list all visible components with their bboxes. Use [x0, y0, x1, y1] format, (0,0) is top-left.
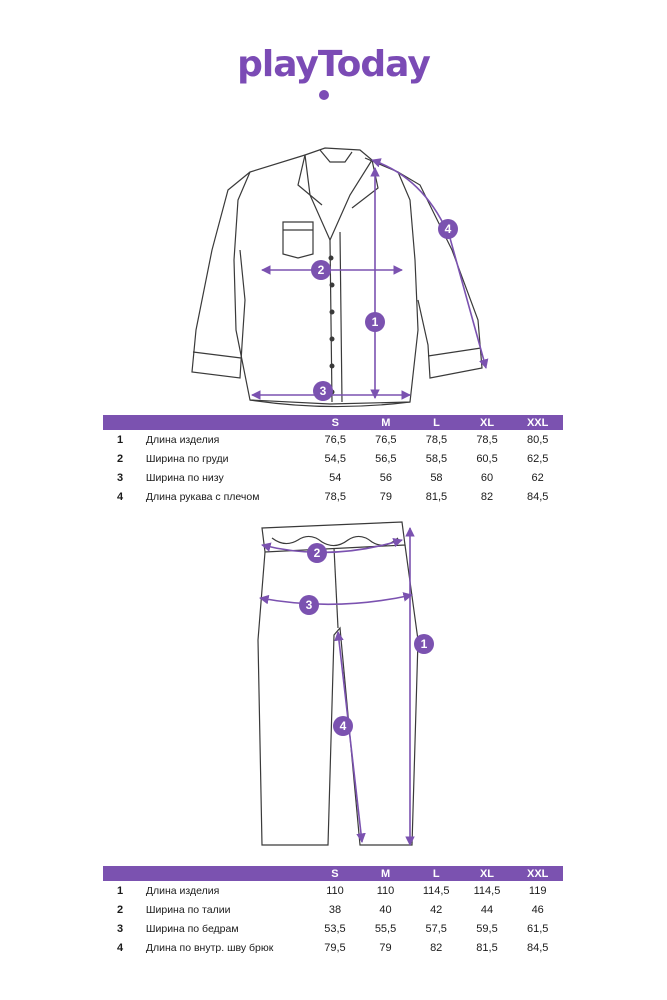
shirt-marker-2 — [311, 260, 331, 280]
size-value: 110 — [376, 884, 395, 897]
size-value: 55,5 — [374, 922, 397, 935]
pants-marker-3 — [299, 595, 319, 615]
measure-name: Ширина по талии — [145, 903, 231, 916]
pants-drawing — [258, 522, 418, 845]
size-value: 54,5 — [324, 452, 346, 465]
table-row — [103, 430, 563, 449]
shirt-marker-3 — [313, 381, 333, 401]
pants-marker-1 — [414, 634, 434, 654]
size-value: 61,5 — [526, 922, 549, 935]
size-value: 38 — [328, 903, 342, 916]
size-value: 79,5 — [324, 941, 346, 954]
size-value: 79 — [379, 941, 392, 954]
size-header: XXL — [526, 416, 549, 429]
size-value: 56,5 — [375, 452, 397, 465]
size-header: XL — [480, 416, 495, 429]
size-value: 46 — [531, 903, 544, 916]
measure-name: Ширина по груди — [145, 452, 229, 465]
size-value: 114,5 — [473, 884, 501, 897]
measure-name: Длина изделия — [145, 884, 220, 897]
row-number: 3 — [117, 922, 124, 935]
row-number: 2 — [117, 452, 124, 465]
size-header: M — [381, 416, 391, 429]
pants-measure-lines — [260, 528, 412, 845]
size-header: S — [331, 416, 339, 429]
size-value: 56 — [379, 471, 392, 484]
size-header: M — [380, 867, 391, 880]
table-row — [103, 938, 563, 957]
size-value: 54 — [329, 471, 342, 484]
row-number: 3 — [117, 471, 124, 484]
size-value: 58 — [430, 471, 443, 484]
size-value: 62,5 — [526, 452, 549, 465]
svg-text:2: 2 — [313, 546, 321, 560]
size-value: 78,5 — [425, 433, 448, 446]
row-number: 1 — [117, 433, 124, 446]
size-header: L — [432, 867, 440, 880]
size-value: 42 — [430, 903, 443, 916]
svg-text:4: 4 — [444, 222, 452, 236]
size-value: 82 — [480, 490, 494, 503]
pants-size-table — [103, 866, 563, 957]
size-header: XL — [479, 867, 495, 880]
size-value: 119 — [528, 884, 547, 897]
size-value: 76,5 — [324, 433, 346, 446]
row-number: 1 — [117, 884, 124, 897]
size-value: 81,5 — [425, 490, 448, 503]
table-row — [103, 468, 563, 487]
size-value: 59,5 — [476, 922, 498, 935]
size-value: 80,5 — [526, 433, 549, 446]
size-value: 58,5 — [425, 452, 448, 465]
measure-name: Длина по внутр. шву брюк — [145, 941, 274, 954]
shirt-measure-lines — [252, 160, 486, 398]
measure-name: Длина рукава с плечом — [145, 490, 260, 503]
row-number: 4 — [117, 490, 124, 503]
svg-text:3: 3 — [305, 598, 313, 612]
svg-text:4: 4 — [339, 719, 347, 733]
size-value: 62 — [531, 471, 544, 484]
size-value: 44 — [480, 903, 494, 916]
size-value: 82 — [430, 941, 443, 954]
size-value: 110 — [326, 884, 344, 897]
size-header: XXL — [526, 867, 549, 880]
measure-name: Ширина по низу — [145, 471, 224, 484]
size-value: 114,5 — [422, 884, 450, 897]
svg-text:1: 1 — [371, 315, 379, 329]
svg-text:2: 2 — [317, 263, 325, 277]
shirt-marker-4 — [438, 219, 458, 239]
size-value: 81,5 — [476, 941, 498, 954]
table-row — [103, 919, 563, 938]
pants-marker-4 — [333, 716, 353, 736]
size-value: 78,5 — [324, 490, 346, 503]
measure-name: Ширина по бедрам — [145, 922, 239, 935]
size-header: L — [433, 416, 440, 429]
svg-text:1: 1 — [420, 637, 428, 651]
size-value: 40 — [379, 903, 392, 916]
size-value: 84,5 — [526, 490, 549, 503]
table-header-row — [103, 866, 563, 881]
table-row — [103, 900, 563, 919]
size-header: S — [331, 867, 339, 880]
size-value: 60 — [480, 471, 494, 484]
size-value: 79 — [379, 490, 392, 503]
pants-marker-2 — [307, 543, 327, 563]
logo-text: playToday — [237, 44, 430, 85]
table-row — [103, 449, 563, 468]
shirt-marker-1 — [365, 312, 385, 332]
size-value: 76,5 — [375, 433, 397, 446]
size-value: 57,5 — [425, 922, 447, 935]
table-row — [103, 487, 563, 506]
row-number: 4 — [117, 941, 124, 954]
size-value: 84,5 — [526, 941, 549, 954]
size-value: 78,5 — [476, 433, 498, 446]
table-header-row — [103, 415, 563, 430]
row-number: 2 — [117, 903, 124, 916]
shirt-size-table — [103, 415, 563, 506]
size-value: 60,5 — [476, 452, 498, 465]
size-value: 53,5 — [324, 922, 346, 935]
table-row — [103, 881, 563, 900]
measure-name: Длина изделия — [145, 433, 220, 446]
shirt-drawing — [192, 148, 482, 407]
svg-text:3: 3 — [319, 384, 327, 398]
